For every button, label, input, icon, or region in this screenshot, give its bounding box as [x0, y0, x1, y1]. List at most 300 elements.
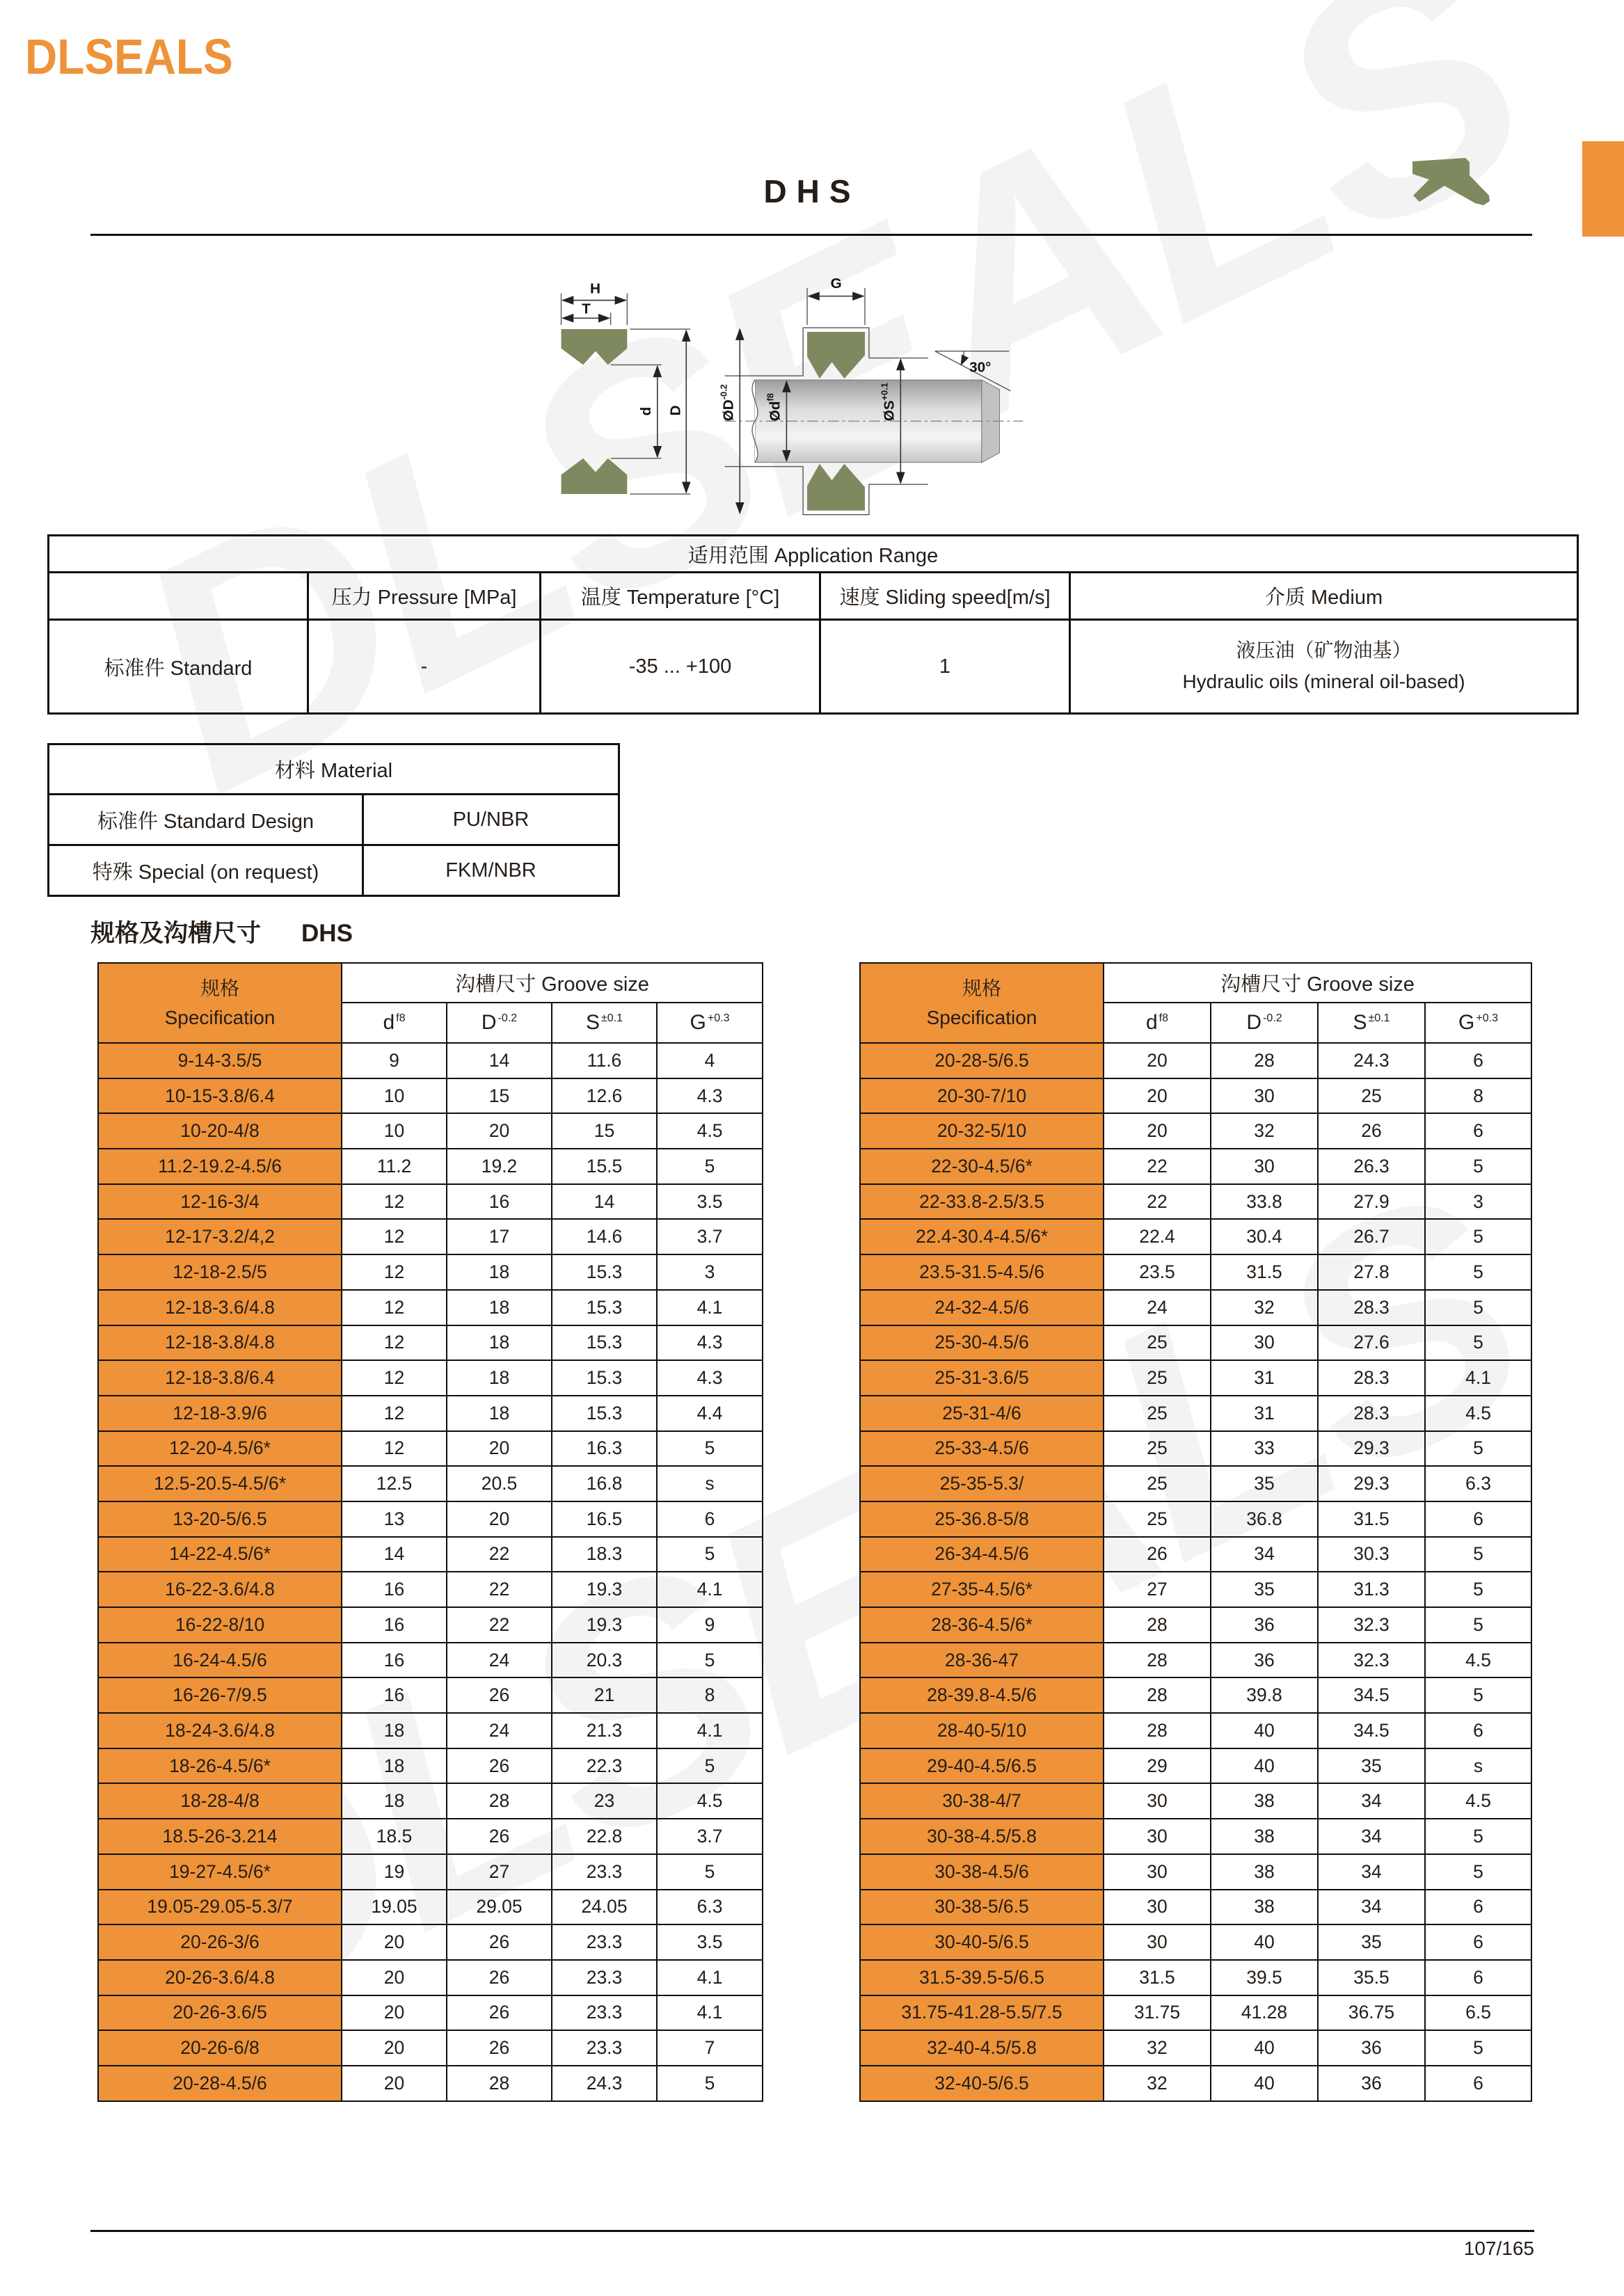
- value-cell: 28.3: [1318, 1290, 1425, 1325]
- spec-row: [860, 1078, 1531, 1114]
- value-cell: 30: [1104, 1854, 1211, 1890]
- value-cell: 18: [342, 1748, 447, 1784]
- value-cell: 22.3: [552, 1748, 657, 1784]
- col-header-d: d $^{f8}$: [342, 1003, 447, 1043]
- value-cell: 4.3: [657, 1078, 763, 1114]
- value-cell: 5: [657, 1149, 763, 1184]
- spec-cell: 12-18-3.8/6.4: [98, 1360, 342, 1396]
- value-cell: 29.3: [1318, 1431, 1425, 1467]
- spec-cell: 32-40-5/6.5: [860, 2066, 1104, 2101]
- value-cell: 18: [447, 1360, 552, 1396]
- value-cell: 22: [447, 1607, 552, 1643]
- value-cell: 9: [342, 1043, 447, 1078]
- dim-angle: 30°: [969, 359, 992, 376]
- value-cell: 23.5: [1104, 1254, 1211, 1290]
- spec-cell: 28-36-4.5/6*: [860, 1607, 1104, 1643]
- section-heading: [90, 914, 353, 949]
- value-cell: 32.3: [1318, 1607, 1425, 1643]
- value-cell: 26: [447, 1748, 552, 1784]
- value-cell: 27.8: [1318, 1254, 1425, 1290]
- spec-cell: 25-36.8-5/8: [860, 1501, 1104, 1537]
- spec-row: [860, 1254, 1531, 1290]
- value-cell: 34: [1318, 1890, 1425, 1925]
- value-cell: 6.5: [1425, 1995, 1531, 2031]
- value-cell: 31.5: [1104, 1960, 1211, 1995]
- spec-row: [98, 2066, 763, 2101]
- spec-cell: 12-18-3.8/4.8: [98, 1325, 342, 1361]
- spec-row: [860, 1396, 1531, 1431]
- value-cell: 12: [342, 1396, 447, 1431]
- spec-row: [860, 1537, 1531, 1572]
- dim-phiS-tol: +0.1: [879, 383, 890, 401]
- value-cell: 22: [1104, 1184, 1211, 1220]
- value-cell: 5: [1425, 1854, 1531, 1890]
- value-cell: 20: [447, 1113, 552, 1149]
- spec-row: [860, 1149, 1531, 1184]
- value-cell: 36: [1318, 2066, 1425, 2101]
- spec-cell: 30-38-5/6.5: [860, 1890, 1104, 1925]
- value-cell: 14: [447, 1043, 552, 1078]
- svg-text:ØD-0.2: [719, 384, 737, 421]
- spec-cell: 31.5-39.5-5/6.5: [860, 1960, 1104, 1995]
- value-cell: 6.3: [657, 1890, 763, 1925]
- value-cell: 12: [342, 1290, 447, 1325]
- spec-cell: 12-16-3/4: [98, 1184, 342, 1220]
- spec-cell: 11.2-19.2-4.5/6: [98, 1149, 342, 1184]
- value-cell: 30.3: [1318, 1537, 1425, 1572]
- spec-cell: 12.5-20.5-4.5/6*: [98, 1466, 342, 1501]
- dim-D: D: [667, 405, 684, 416]
- spec-row: [860, 1360, 1531, 1396]
- value-cell: 31.5: [1211, 1254, 1318, 1290]
- value-cell: 29.05: [447, 1890, 552, 1925]
- value-cell: 14: [342, 1537, 447, 1572]
- value-cell: 6: [1425, 1113, 1531, 1149]
- spec-cell: 16-24-4.5/6: [98, 1643, 342, 1678]
- value-cell: 17: [447, 1219, 552, 1254]
- spec-row: [860, 1960, 1531, 1995]
- value-cell: 16.5: [552, 1501, 657, 1537]
- value-cell: 4.1: [657, 1995, 763, 2031]
- value-cell: 35: [1211, 1572, 1318, 1607]
- spec-cell: 22.4-30.4-4.5/6*: [860, 1219, 1104, 1254]
- value-cell: 20: [342, 2030, 447, 2066]
- value-cell: 28: [1104, 1607, 1211, 1643]
- spec-cell: 16-22-8/10: [98, 1607, 342, 1643]
- value-cell: 6: [657, 1501, 763, 1537]
- spec-row: [860, 1819, 1531, 1854]
- value-cell: 20: [342, 1995, 447, 2031]
- value-cell: 9: [657, 1607, 763, 1643]
- seal-profile-icon: [1410, 154, 1493, 213]
- value-cell: 29: [1104, 1748, 1211, 1784]
- value-cell: 23.3: [552, 1924, 657, 1960]
- value-cell: 20: [1104, 1078, 1211, 1114]
- spec-cell: 18-26-4.5/6*: [98, 1748, 342, 1784]
- material-table: [47, 743, 620, 897]
- blank-cell: [49, 573, 308, 620]
- value-cell: 8: [1425, 1078, 1531, 1114]
- value-cell: 39.5: [1211, 1960, 1318, 1995]
- value-cell: 16: [447, 1184, 552, 1220]
- value-cell: 22: [447, 1572, 552, 1607]
- spec-row: [98, 1537, 763, 1572]
- spec-cell: 12-20-4.5/6*: [98, 1431, 342, 1467]
- value-cell: 31.75: [1104, 1995, 1211, 2031]
- value-cell: 28: [447, 1783, 552, 1819]
- spec-cell: 19.05-29.05-5.3/7: [98, 1890, 342, 1925]
- value-cell: 26: [447, 1960, 552, 1995]
- col-header-G: G $^{+0.3}$: [657, 1003, 763, 1043]
- value-cell: 4.5: [1425, 1643, 1531, 1678]
- value-cell: 34.5: [1318, 1677, 1425, 1713]
- value-cell: 5: [1425, 1254, 1531, 1290]
- value-cell: 3: [657, 1254, 763, 1290]
- spec-cell: 9-14-3.5/5: [98, 1043, 342, 1078]
- value-cell: 5: [1425, 1607, 1531, 1643]
- spec-cell: 22-30-4.5/6*: [860, 1149, 1104, 1184]
- value-cell: 4.1: [657, 1290, 763, 1325]
- value-cell: 18: [342, 1713, 447, 1748]
- value-cell: 15: [552, 1113, 657, 1149]
- value-cell: 6: [1425, 1043, 1531, 1078]
- value-cell: 15.3: [552, 1325, 657, 1361]
- value-cell: 6.3: [1425, 1466, 1531, 1501]
- value-cell: 20: [447, 1501, 552, 1537]
- value-cell: 27: [447, 1854, 552, 1890]
- spec-row: [860, 1607, 1531, 1643]
- value-cell: 32: [1104, 2066, 1211, 2101]
- spec-row: [98, 1219, 763, 1254]
- value-cell: 12: [342, 1219, 447, 1254]
- column-header-speed: 速度 Sliding speed[m/s]: [820, 573, 1070, 620]
- value-cell: 26: [1318, 1113, 1425, 1149]
- medium-en: Hydraulic oils (mineral oil-based): [1182, 671, 1465, 692]
- spec-row: [860, 1219, 1531, 1254]
- value-cell: 5: [657, 1431, 763, 1467]
- value-cell: 10: [342, 1078, 447, 1114]
- spec-cell: 20-30-7/10: [860, 1078, 1104, 1114]
- value-cell: 24: [447, 1643, 552, 1678]
- spec-cell: 20-26-3/6: [98, 1924, 342, 1960]
- spec-row: [860, 1113, 1531, 1149]
- spec-row: [98, 1643, 763, 1678]
- value-cell: 3.5: [657, 1184, 763, 1220]
- spec-row: [860, 1924, 1531, 1960]
- value-cell: 28: [1104, 1677, 1211, 1713]
- spec-cell: 26-34-4.5/6: [860, 1537, 1104, 1572]
- groove-size-header: 沟槽尺寸 Groove size: [342, 963, 763, 1003]
- spec-row: [98, 1290, 763, 1325]
- value-cell: 24.3: [1318, 1043, 1425, 1078]
- column-header-temperature: 温度 Temperature [°C]: [541, 573, 820, 620]
- spec-header-en: Specification: [926, 1006, 1037, 1028]
- footer-divider: [90, 2230, 1534, 2232]
- spec-cell: 16-22-3.6/4.8: [98, 1572, 342, 1607]
- value-cell: 16: [342, 1572, 447, 1607]
- value-cell: 5: [657, 2066, 763, 2101]
- value-cell: 26: [1104, 1537, 1211, 1572]
- spec-row: [860, 1501, 1531, 1537]
- value-cell: 23.3: [552, 1995, 657, 2031]
- value-cell: 5: [1425, 1290, 1531, 1325]
- value-cell: 24.3: [552, 2066, 657, 2101]
- value-cell: 5: [1425, 1537, 1531, 1572]
- spec-row: [98, 1466, 763, 1501]
- dim-G: G: [830, 275, 842, 292]
- value-cell: 40: [1211, 1713, 1318, 1748]
- value-cell: 20.3: [552, 1643, 657, 1678]
- spec-row: [98, 1748, 763, 1784]
- value-cell: 4.5: [657, 1783, 763, 1819]
- section-heading-code: DHS: [301, 920, 353, 947]
- spec-cell: 12-18-2.5/5: [98, 1254, 342, 1290]
- spec-cell: 20-26-6/8: [98, 2030, 342, 2066]
- spec-row: [860, 1466, 1531, 1501]
- spec-header-cn: 规格: [200, 977, 239, 999]
- value-cell: 4.5: [657, 1113, 763, 1149]
- spec-cell: 19-27-4.5/6*: [98, 1854, 342, 1890]
- value-cell: 31.5: [1318, 1501, 1425, 1537]
- value-cell: 26: [447, 1995, 552, 2031]
- material-row-label: 特殊 Special (on request): [49, 845, 363, 896]
- value-cell: 5: [1425, 1149, 1531, 1184]
- value-cell: 19.2: [447, 1149, 552, 1184]
- value-cell: 30.4: [1211, 1219, 1318, 1254]
- value-cell: 12: [342, 1184, 447, 1220]
- spec-cell: 25-33-4.5/6: [860, 1431, 1104, 1467]
- value-cell: 10: [342, 1113, 447, 1149]
- value-cell: 22.8: [552, 1819, 657, 1854]
- technical-drawing: [480, 248, 1030, 525]
- value-cell: 36: [1318, 2030, 1425, 2066]
- spec-row: [98, 1501, 763, 1537]
- material-row-label: 标准件 Standard Design: [49, 795, 363, 845]
- spec-cell: 30-40-5/6.5: [860, 1924, 1104, 1960]
- value-cell: 28: [1104, 1643, 1211, 1678]
- spec-cell: 16-26-7/9.5: [98, 1677, 342, 1713]
- spec-cell: 27-35-4.5/6*: [860, 1572, 1104, 1607]
- spec-row: [98, 1254, 763, 1290]
- spec-cell: 13-20-5/6.5: [98, 1501, 342, 1537]
- value-cell: 5: [1425, 2030, 1531, 2066]
- spec-row: [98, 1677, 763, 1713]
- dim-d: d: [637, 406, 654, 416]
- spec-cell: 18-24-3.6/4.8: [98, 1713, 342, 1748]
- value-cell: 38: [1211, 1819, 1318, 1854]
- spec-cell: 25-31-3.6/5: [860, 1360, 1104, 1396]
- spec-row: [98, 1854, 763, 1890]
- spec-cell: 24-32-4.5/6: [860, 1290, 1104, 1325]
- value-cell: 40: [1211, 1748, 1318, 1784]
- spec-row: [98, 1149, 763, 1184]
- spec-cell: 28-40-5/10: [860, 1713, 1104, 1748]
- spec-row: [860, 1643, 1531, 1678]
- value-cell: 34: [1318, 1819, 1425, 1854]
- spec-header-cn: 规格: [962, 977, 1001, 999]
- value-cell: 31: [1211, 1396, 1318, 1431]
- value-cell: 31.3: [1318, 1572, 1425, 1607]
- value-cell: 22: [447, 1537, 552, 1572]
- material-row-value: FKM/NBR: [363, 845, 619, 896]
- spec-cell: 23.5-31.5-4.5/6: [860, 1254, 1104, 1290]
- value-cell: 3.7: [657, 1819, 763, 1854]
- spec-row: [98, 1890, 763, 1925]
- value-cell: 26: [447, 1924, 552, 1960]
- spec-cell: 18.5-26-3.214: [98, 1819, 342, 1854]
- value-cell: 20.5: [447, 1466, 552, 1501]
- value-cell: 6: [1425, 1501, 1531, 1537]
- company-logo: DLSEALS: [25, 29, 233, 85]
- value-cell: 5: [657, 1748, 763, 1784]
- value-cell: 30: [1104, 1783, 1211, 1819]
- value-cell: 25: [1104, 1466, 1211, 1501]
- value-cell: 36: [1211, 1607, 1318, 1643]
- value-cell: 15.3: [552, 1290, 657, 1325]
- spec-row: [98, 1396, 763, 1431]
- value-cell: 35: [1318, 1748, 1425, 1784]
- value-cell: 4.3: [657, 1360, 763, 1396]
- value-cell: 22: [1104, 1149, 1211, 1184]
- value-cell: 21.3: [552, 1713, 657, 1748]
- value-cell: 19: [342, 1854, 447, 1890]
- value-cell: 11.6: [552, 1043, 657, 1078]
- value-cell: 4.3: [657, 1325, 763, 1361]
- speed-value: 1: [820, 620, 1070, 714]
- value-cell: 35.5: [1318, 1960, 1425, 1995]
- value-cell: 27: [1104, 1572, 1211, 1607]
- value-cell: 28: [1211, 1043, 1318, 1078]
- value-cell: 32: [1211, 1290, 1318, 1325]
- value-cell: 5: [657, 1854, 763, 1890]
- value-cell: 38: [1211, 1854, 1318, 1890]
- value-cell: 19.05: [342, 1890, 447, 1925]
- spec-row: [860, 1184, 1531, 1220]
- value-cell: 8: [657, 1677, 763, 1713]
- value-cell: s: [1425, 1748, 1531, 1784]
- material-title: 材料 Material: [49, 744, 619, 795]
- spec-cell: 30-38-4.5/6: [860, 1854, 1104, 1890]
- spec-table-left: [97, 962, 763, 2102]
- value-cell: 36.75: [1318, 1995, 1425, 2031]
- value-cell: 34: [1318, 1783, 1425, 1819]
- value-cell: 4.1: [657, 1713, 763, 1748]
- value-cell: 25: [1104, 1360, 1211, 1396]
- spec-cell: 12-17-3.2/4,2: [98, 1219, 342, 1254]
- value-cell: 16: [342, 1607, 447, 1643]
- dim-phid-tol: f8: [765, 393, 776, 401]
- value-cell: 13: [342, 1501, 447, 1537]
- value-cell: 12: [342, 1431, 447, 1467]
- value-cell: 20: [447, 1431, 552, 1467]
- spec-row: [860, 1325, 1531, 1361]
- value-cell: 12: [342, 1360, 447, 1396]
- value-cell: 16: [342, 1677, 447, 1713]
- value-cell: s: [657, 1466, 763, 1501]
- value-cell: 18: [447, 1396, 552, 1431]
- value-cell: 19.3: [552, 1607, 657, 1643]
- spec-cell: 20-26-3.6/4.8: [98, 1960, 342, 1995]
- spec-cell: 30-38-4/7: [860, 1783, 1104, 1819]
- spec-table-right: [859, 962, 1532, 2102]
- value-cell: 18: [342, 1783, 447, 1819]
- title-divider: [90, 234, 1532, 236]
- dim-phid: Ød: [767, 401, 783, 422]
- dim-phiD: ØD: [720, 399, 737, 422]
- spec-row: [98, 1960, 763, 1995]
- value-cell: 5: [1425, 1431, 1531, 1467]
- value-cell: 3.7: [657, 1219, 763, 1254]
- spec-row: [860, 1677, 1531, 1713]
- value-cell: 34: [1211, 1537, 1318, 1572]
- spec-cell: 10-15-3.8/6.4: [98, 1078, 342, 1114]
- value-cell: 18: [447, 1254, 552, 1290]
- value-cell: 40: [1211, 2030, 1318, 2066]
- spec-row: [860, 1995, 1531, 2031]
- value-cell: 35: [1318, 1924, 1425, 1960]
- medium-value: [1070, 620, 1578, 714]
- spec-row: [98, 1078, 763, 1114]
- seal-section-view: [562, 281, 691, 494]
- spec-cell: 32-40-4.5/5.8: [860, 2030, 1104, 2066]
- spec-row: [860, 1783, 1531, 1819]
- value-cell: 6: [1425, 1960, 1531, 1995]
- value-cell: 6: [1425, 2066, 1531, 2101]
- spec-cell: 12-18-3.6/4.8: [98, 1290, 342, 1325]
- spec-cell: 31.75-41.28-5.5/7.5: [860, 1995, 1104, 2031]
- value-cell: 26.3: [1318, 1149, 1425, 1184]
- page-title: DHS: [763, 173, 861, 209]
- col-header-d: d $^{f8}$: [1104, 1003, 1211, 1043]
- value-cell: 6: [1425, 1713, 1531, 1748]
- value-cell: 18.5: [342, 1819, 447, 1854]
- pressure-value: -: [308, 620, 541, 714]
- spec-cell: 30-38-4.5/5.8: [860, 1819, 1104, 1854]
- application-range-title: 适用范围 Application Range: [49, 536, 1578, 573]
- value-cell: 7: [657, 2030, 763, 2066]
- value-cell: 20: [342, 1960, 447, 1995]
- value-cell: 20: [342, 1924, 447, 1960]
- value-cell: 36: [1211, 1643, 1318, 1678]
- spec-row: [98, 1713, 763, 1748]
- spec-row: [98, 1607, 763, 1643]
- value-cell: 40: [1211, 1924, 1318, 1960]
- installation-view: [719, 276, 1024, 515]
- value-cell: 26: [447, 1819, 552, 1854]
- groove-size-header: 沟槽尺寸 Groove size: [1104, 963, 1531, 1003]
- spec-cell: 20-26-3.6/5: [98, 1995, 342, 2031]
- spec-row: [98, 1360, 763, 1396]
- value-cell: 30: [1104, 1819, 1211, 1854]
- spec-row: [860, 1290, 1531, 1325]
- dim-phiD-tol: -0.2: [718, 384, 729, 400]
- value-cell: 23.3: [552, 1854, 657, 1890]
- value-cell: 12.6: [552, 1078, 657, 1114]
- section-heading-cn: 规格及沟槽尺寸: [90, 920, 262, 947]
- col-header-S: S $^{\pm 0.1}$: [552, 1003, 657, 1043]
- value-cell: 5: [1425, 1325, 1531, 1361]
- value-cell: 25: [1104, 1325, 1211, 1361]
- value-cell: 18.3: [552, 1537, 657, 1572]
- value-cell: 4: [657, 1043, 763, 1078]
- spec-cell: 25-35-5.3/: [860, 1466, 1104, 1501]
- value-cell: 20: [342, 2066, 447, 2101]
- spec-cell: 25-31-4/6: [860, 1396, 1104, 1431]
- value-cell: 38: [1211, 1890, 1318, 1925]
- spec-row: [98, 1043, 763, 1078]
- spec-row: [98, 1995, 763, 2031]
- value-cell: 4.5: [1425, 1783, 1531, 1819]
